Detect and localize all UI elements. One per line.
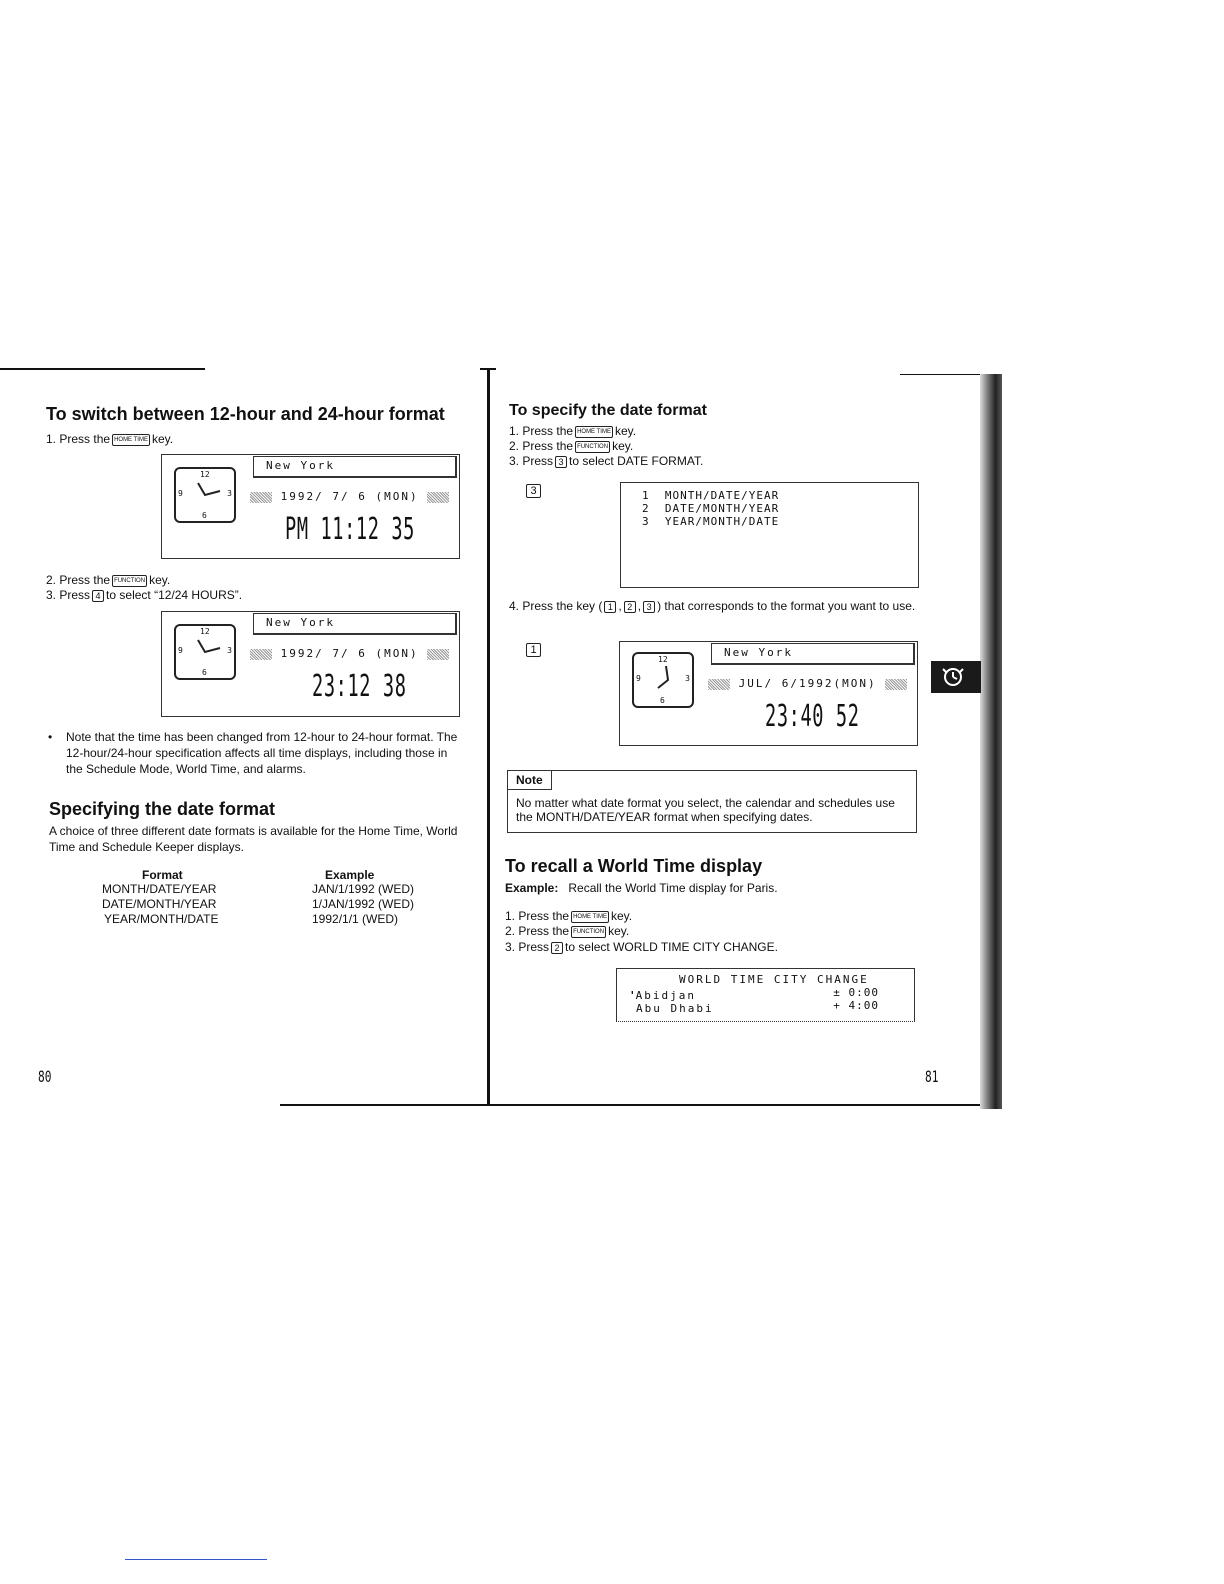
page-number-right: 81: [925, 1067, 939, 1086]
heading-specifying-date-format: Specifying the date format: [49, 799, 276, 819]
function-key: FUNCTION: [571, 926, 606, 938]
home-time-key: HOME TIME: [575, 426, 613, 438]
key-2: 2: [551, 942, 563, 954]
date-format-intro: A choice of three different date formats is available for the Home Time, World Time and Schedule Keeper displays.: [49, 824, 458, 854]
left-step-3: 3. Press 4 to select “12/24 HOURS”.: [46, 588, 243, 602]
spine-top-tick: [480, 368, 496, 370]
key-3: 3: [643, 601, 655, 613]
date-line: 1992/ 7/ 6 (MON): [250, 490, 449, 503]
time-readout: 23:12 38: [312, 669, 407, 704]
world-step-2: 2. Press the FUNCTION key.: [505, 924, 630, 938]
menu-item: 1 MONTH/DATE/YEAR: [642, 489, 780, 502]
table-header-example: Example: [325, 868, 375, 882]
left-step-1: 1. Press the HOME TIME key.: [46, 432, 174, 446]
section-tab: [931, 661, 981, 693]
note-label: Note: [507, 770, 552, 790]
menu-item: 3 YEAR/MONTH/DATE: [642, 515, 780, 528]
key-1: 1: [604, 601, 616, 613]
note-box: [507, 770, 917, 833]
right-step-1: 1. Press the HOME TIME key.: [509, 424, 637, 438]
function-key: FUNCTION: [575, 441, 610, 453]
spine-rule: [487, 370, 490, 1105]
home-time-key: HOME TIME: [112, 434, 150, 446]
bottom-link-rule: [125, 1559, 267, 1560]
home-time-key: HOME TIME: [571, 911, 609, 923]
world-time-example: Example: Recall the World Time display for Paris.: [505, 881, 778, 895]
city-name-box: New York: [711, 643, 915, 665]
time-readout: PM 11:12 35: [285, 512, 416, 547]
key-2: 2: [624, 601, 636, 613]
lcd-display-date-format: [619, 641, 918, 746]
world-step-3: 3. Press 2 to select WORLD TIME CITY CHANGE.: [505, 940, 778, 954]
left-step-2: 2. Press the FUNCTION key.: [46, 573, 171, 587]
bottom-rule: [280, 1104, 980, 1106]
date-line: JUL/ 6/1992(MON): [708, 677, 907, 690]
lcd-display-12h: [161, 454, 460, 559]
clock-alarm-icon: [931, 661, 981, 693]
analog-clock-icon: 12 9 3 6: [632, 652, 694, 708]
key-1-label: 1: [526, 643, 541, 657]
date-format-menu-display: [620, 482, 919, 588]
page-number-left: 80: [38, 1067, 52, 1086]
right-step-3: 3. Press 3 to select DATE FORMAT.: [509, 454, 704, 468]
menu-item: 2 DATE/MONTH/YEAR: [642, 502, 780, 515]
heading-recall-world-time: To recall a World Time display: [505, 856, 763, 876]
right-step-4: 4. Press the key ( 1 , 2 , 3 ) that corresponds to the format you want to use.: [509, 599, 916, 613]
world-time-city-display: [616, 968, 915, 1022]
list-item: 'Abidjan ± 0:00: [629, 986, 879, 1002]
date-line: 1992/ 7/ 6 (MON): [250, 647, 449, 660]
function-key: FUNCTION: [112, 575, 147, 587]
note-text: No matter what date format you select, the calendar and schedules use the MONTH/DATE/YEAR format when specifying dates.: [516, 796, 895, 824]
lcd-display-24h: [161, 611, 460, 717]
world-time-header: WORLD TIME CITY CHANGE: [679, 973, 869, 986]
city-name-box: New York: [253, 456, 457, 478]
format-change-note: • Note that the time has been changed from 12-hour to 24-hour format. The 12-hour/24-hour specification affects all time displays, including those in the Schedule Mode, World Time, and alarms.: [48, 730, 458, 776]
analog-clock-icon: 12 9 3 6: [174, 467, 236, 523]
key-4: 4: [92, 590, 104, 602]
top-right-rule: [900, 374, 982, 375]
right-step-2: 2. Press the FUNCTION key.: [509, 439, 634, 453]
key-3: 3: [555, 456, 567, 468]
heading-specify-date-format: To specify the date format: [509, 402, 707, 419]
list-item: Abu Dhabi + 4:00: [636, 999, 879, 1015]
table-header-format: Format: [142, 868, 183, 882]
analog-clock-icon: 12 9 3 6: [174, 624, 236, 680]
city-name-box: New York: [253, 613, 457, 635]
top-left-rule: [0, 368, 205, 370]
time-readout: 23:40 52: [765, 699, 860, 734]
right-edge-shadow: [980, 374, 1002, 1109]
heading-12-24-format: To switch between 12-hour and 24-hour format: [46, 404, 445, 424]
world-step-1: 1. Press the HOME TIME key.: [505, 909, 633, 923]
key-3-label: 3: [526, 484, 541, 498]
